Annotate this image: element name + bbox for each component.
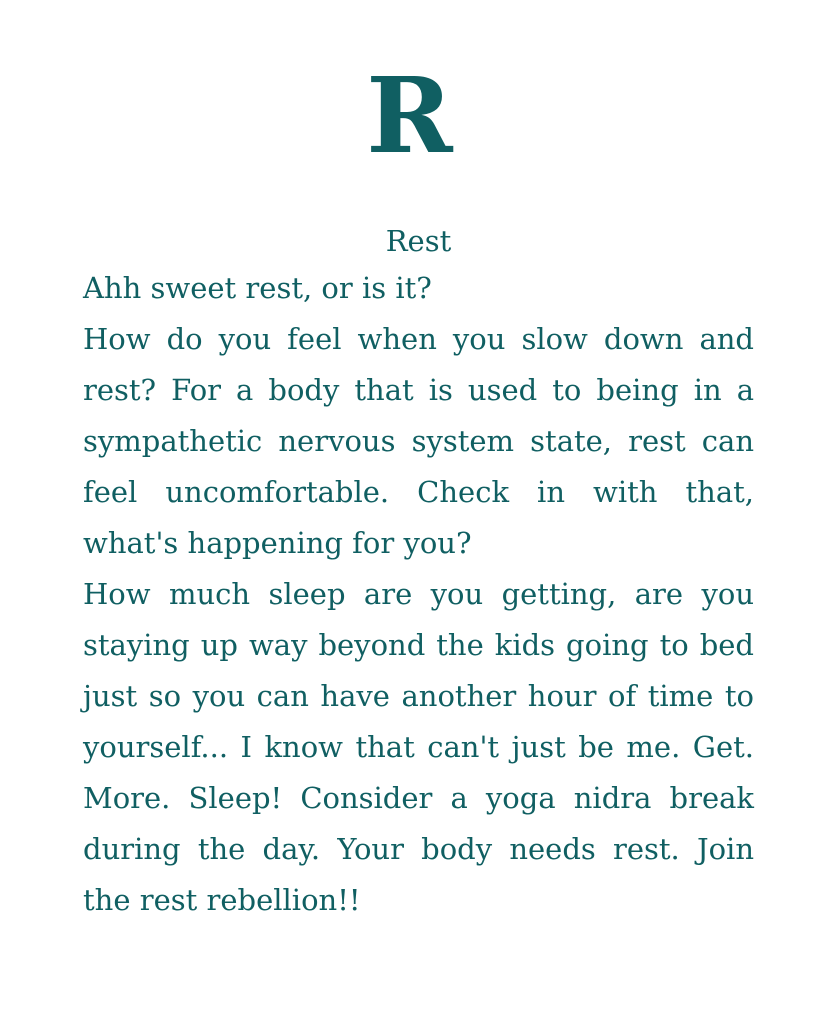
- intro-line: Ahh sweet rest, or is it?: [83, 271, 432, 305]
- text-content: [83, 220, 754, 926]
- body-paragraph-1: How do you feel when you slow down and rest? For a body that is used to being in a sympathetic nervous system state, rest can feel uncomfortable. Check in with that, what's happening for you?: [83, 322, 754, 560]
- big-letter-title: R: [366, 54, 453, 177]
- body-paragraph-2: How much sleep are you getting, are you staying up way beyond the kids going to bed just so you can have another hour of time to yourself... I know that can't just be me. Get. More. Sleep! Consider a yoga nidra break during the day. Your body needs rest. Join the rest rebellion!!: [83, 577, 754, 917]
- section-heading: Rest: [385, 224, 452, 258]
